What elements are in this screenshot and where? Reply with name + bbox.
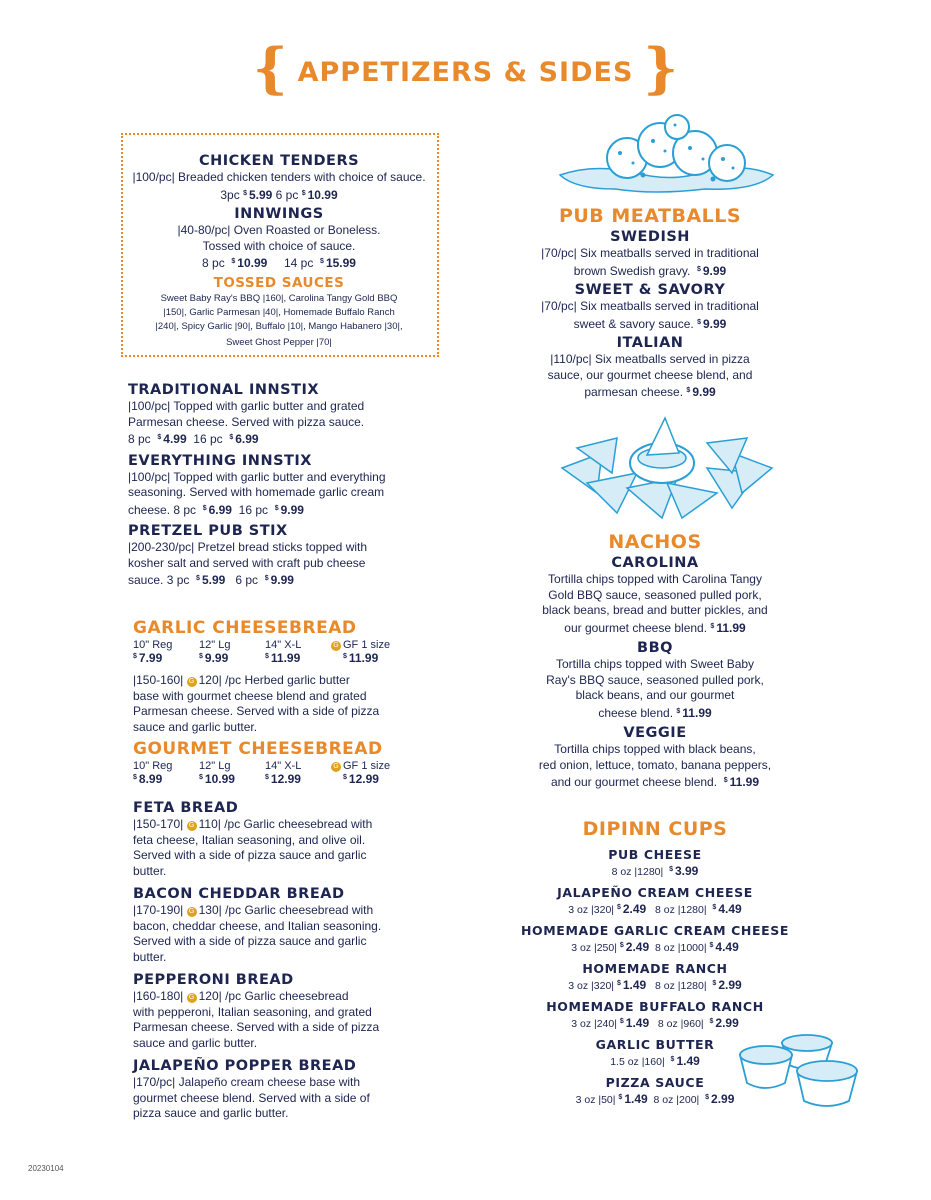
innstix-item: EVERYTHING INNSTIX |100/pc| Topped with garlic butter and everything seasoning. Served with homemade garlic cream cheese. 8 pc $ 6.99 16 pc $ 9.99 [128,452,386,517]
tossed-content [126,152,432,350]
price-row: $ 8.99 $ 10.99 $ 12.99 $ 12.99 [133,772,379,786]
garlic-cheesebread-title: GARLIC CHEESEBREAD [133,618,357,638]
page-title: { APPETIZERS & SIDES } [252,36,679,100]
dip-item: HOMEMADE GARLIC CREAM CHEESE 3 oz |250| $ 2.49 8 oz |1000| $ 4.49 [520,923,789,954]
garlic-cheesebread-section [133,618,433,735]
meatballs-illustration [555,113,780,198]
size-row: 10" Reg 12" Lg 14" X-L G GF 1 size [133,760,391,772]
chicken-tenders-desc: |100/pc| Breaded chicken tenders with choice of sauce. 3pc $ 5.99 6 pc $ 10.99 [132,170,426,202]
gourmet-cheesebread-section [133,739,433,786]
innwings-desc: |40-80/pc| Oven Roasted or Boneless. Tossed with choice of sauce. 8 pc $ 10.99 14 pc $ 15.99 [177,223,381,270]
nachos-illustration [557,413,777,523]
nachos-title: NACHOS [608,531,702,553]
dip-item: PIZZA SAUCE 3 oz |50| $ 1.49 8 oz |200| $ 2.99 [575,1075,735,1106]
price-row: $ 7.99 $ 9.99 $ 11.99 $ 11.99 [133,651,379,665]
tossed-sauces-list: Sweet Baby Ray's BBQ |160|, Carolina Tangy Gold BBQ |150|, Garlic Parmesan |40|, Homemade Buffalo Ranch |240|, Spicy Garlic |90|, Buffalo |10|, Mango Habanero |30|, Sweet Ghost Pepper |70| [155,292,403,348]
dip-cups-illustration [737,1025,865,1110]
meatball [709,145,745,181]
meatball-item: ITALIAN |110/pc| Six meatballs served in pizza sauce, our gourmet cheese blend, and parmesan cheese. $ 9.99 [547,335,753,399]
meatball [665,115,689,139]
nacho-item: CAROLINA Tortilla chips topped with Carolina Tangy Gold BBQ sauce, seasoned pulled pork, black beans, bread and butter pickles, and our gourmet cheese blend. $ 11.99 [542,555,768,635]
innstix-item: TRADITIONAL INNSTIX |100/pc| Topped with garlic butter and grated Parmesan cheese. Served with pizza sauce. 8 pc $ 4.99 16 pc $ 6.99 [128,382,365,446]
bread-list [133,799,433,1122]
gluten-free-icon: G [187,993,197,1003]
footnote: 20230104 [28,1164,64,1173]
gluten-free-icon: G [187,677,197,687]
bread-item: FETA BREAD |150-170| G 110| /pc Garlic cheesebread with feta cheese, Italian seasoning, and olive oil. Served with a side of pizza sauce and garlic butter. [133,800,373,878]
dip-item: PUB CHEESE 8 oz |1280| $ 3.99 [608,847,702,878]
innstix-item: PRETZEL PUB STIX |200-230/pc| Pretzel bread sticks topped with kosher salt and served with craft pub cheese sauce. 3 pc $ 5.99 6 pc $ 9.99 [128,523,368,587]
chicken-tenders-title: CHICKEN TENDERS [198,153,360,169]
dip-item: HOMEMADE BUFFALO RANCH 3 oz |240| $ 1.49 8 oz |960| $ 2.99 [546,999,764,1030]
nacho-item: BBQ Tortilla chips topped with Sweet Baby Ray's BBQ sauce, seasoned pulled pork, black beans, and our gourmet cheese blend. $ 11.99 [546,640,764,720]
bread-item: PEPPERONI BREAD |160-180| G 120| /pc Garlic cheesebread with pepperoni, Italian seasoning, and grated Parmesan cheese. Served with a side of pizza sauce and garlic butter. [133,972,380,1050]
dip-item: JALAPEÑO CREAM CHEESE 3 oz |320| $ 2.49 8 oz |1280| $ 4.49 [557,885,753,916]
bread-item: BACON CHEDDAR BREAD |170-190| G 130| /pc Garlic cheesebread with bacon, cheddar cheese, and Italian seasoning. Served with a side of pizza sauce and garlic butter. [133,886,382,964]
bread-item: JALAPEÑO POPPER BREAD |170/pc| Jalapeño cream cheese base with gourmet cheese blend. Served with a side of pizza sauce and garlic butter. [133,1058,370,1120]
gourmet-cheesebread-title: GOURMET CHEESEBREAD [133,739,383,759]
gluten-free-icon: G [331,762,341,772]
nachos-section [515,530,795,791]
meatballs-section [520,204,780,401]
gluten-free-icon: G [331,641,341,651]
nacho-item: VEGGIE Tortilla chips topped with black beans, red onion, lettuce, tomato, banana peppers, and our gourmet cheese blend. $ 11.99 [538,725,772,789]
tossed-sauces-title: TOSSED SAUCES [213,274,345,291]
innwings-title: INNWINGS [234,206,324,222]
meatball-item: SWEET & SAVORY |70/pc| Six meatballs served in traditional sweet & savory sauce. $ 9.99 [541,282,759,331]
dip-item: HOMEMADE RANCH 3 oz |320| $ 1.49 8 oz |1280| $ 2.99 [568,961,742,992]
dipinn-title: DIPINN CUPS [582,818,728,840]
meatball-item: SWEDISH |70/pc| Six meatballs served in traditional brown Swedish gravy. $ 9.99 [541,229,759,278]
gluten-free-icon: G [187,907,197,917]
gluten-free-icon: G [187,821,197,831]
garlic-cheesebread-desc: |150-160| G 120| /pc Herbed garlic butter base with gourmet cheese blend and grated Parmesan cheese. Served with a side of pizza sauce and garlic butter. [133,673,380,734]
dip-item: GARLIC BUTTER 1.5 oz |160| $ 1.49 [595,1037,715,1068]
meatballs-title: PUB MEATBALLS [558,205,742,227]
size-row: 10" Reg 12" Lg 14" X-L G GF 1 size [133,639,391,651]
innstix-section [128,381,438,589]
